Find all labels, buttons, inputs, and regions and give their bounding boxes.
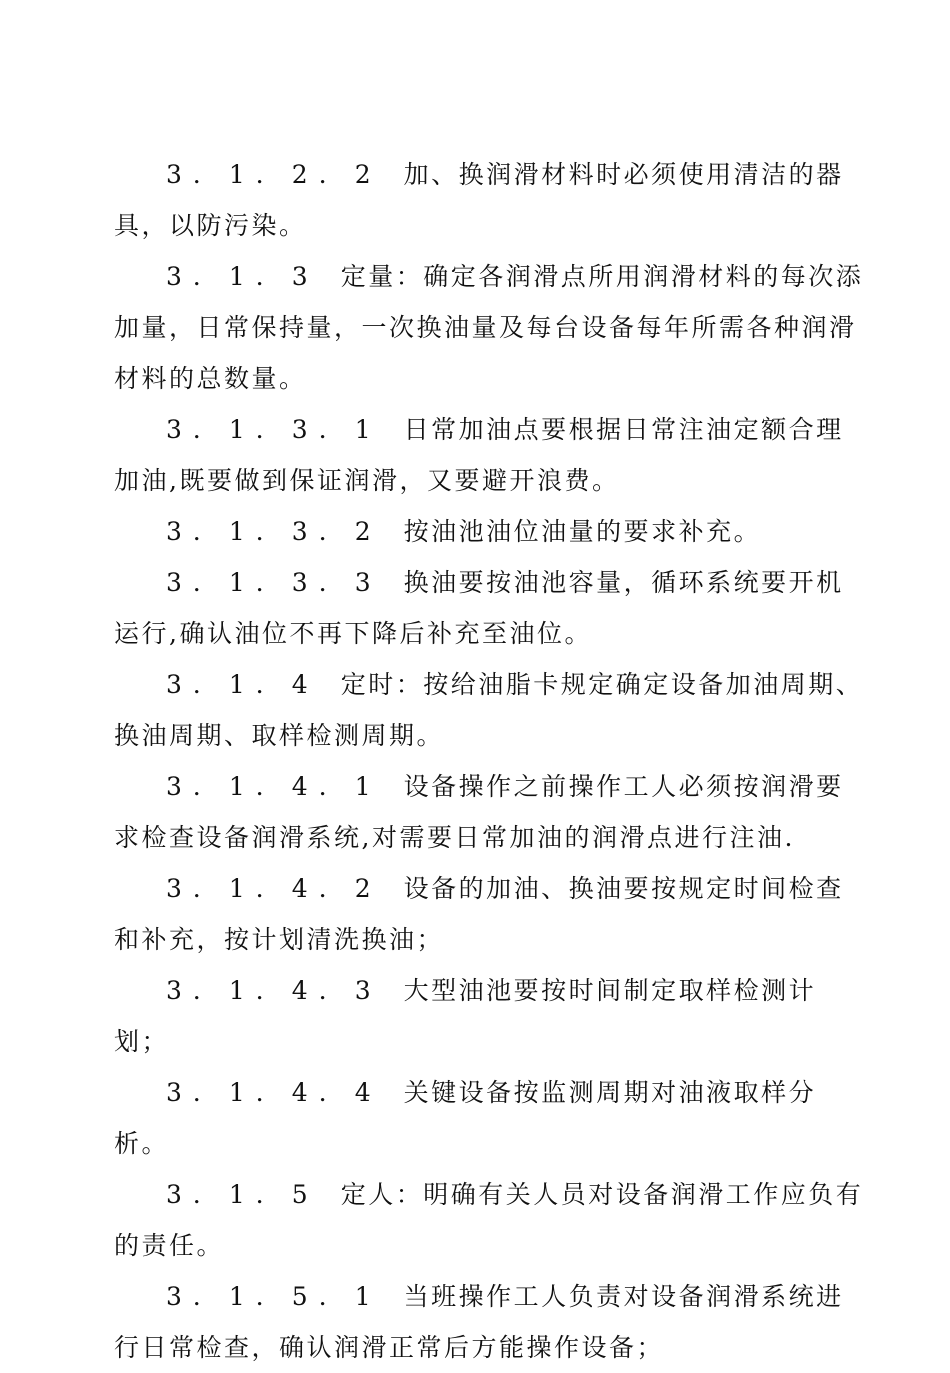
section-number: 3．1．4．3 <box>166 976 382 1005</box>
paragraph-3-1-4-1 <box>114 761 864 863</box>
paragraph-text: 当班操作工人负责对设备润滑系统进行日常检查，确认润滑正常后方能操作设备； <box>114 1282 844 1362</box>
paragraph-3-1-4-3 <box>114 965 864 1067</box>
paragraph-text: 定时：按给油脂卡规定确定设备加油周期、换油周期、取样检测周期。 <box>114 670 864 750</box>
paragraph-text: 设备的加油、换油要按规定时间检查和补充，按计划清洗换油； <box>114 874 844 954</box>
paragraph-text: 按油池油位油量的要求补充。 <box>403 517 762 546</box>
paragraph-text: 换油要按油池容量，循环系统要开机运行,确认油位不再下降后补充至油位。 <box>114 568 844 648</box>
paragraph-3-1-3 <box>114 251 864 404</box>
paragraph-3-1-3-3 <box>114 557 864 659</box>
paragraph-text: 设备操作之前操作工人必须按润滑要求检查设备润滑系统,对需要日常加油的润滑点进行注油. <box>114 772 844 852</box>
section-number: 3．1．3 <box>166 262 319 291</box>
paragraph-3-1-4-4 <box>114 1067 864 1169</box>
paragraph-3-1-3-2 <box>114 506 864 557</box>
paragraph-3-1-4 <box>114 659 864 761</box>
paragraph-3-1-5-1 <box>114 1271 864 1373</box>
paragraph-text: 日常加油点要根据日常注油定额合理加油,既要做到保证润滑，又要避开浪费。 <box>114 415 844 495</box>
section-number: 3．1．4．1 <box>166 772 382 801</box>
paragraph-text: 定量：确定各润滑点所用润滑材料的每次添加量，日常保持量，一次换油量及每台设备每年所需各种润滑材料的总数量。 <box>114 262 864 393</box>
section-number: 3．1．4 <box>166 670 319 699</box>
paragraph-text: 关键设备按监测周期对油液取样分析。 <box>114 1078 817 1158</box>
section-number: 3．1．3．2 <box>166 517 382 546</box>
section-number: 3．1．3．3 <box>166 568 382 597</box>
document-body <box>114 149 864 1373</box>
section-number: 3．1．2．2 <box>166 160 382 189</box>
paragraph-3-1-5 <box>114 1169 864 1271</box>
section-number: 3．1．5．1 <box>166 1282 382 1311</box>
paragraph-3-1-3-1 <box>114 404 864 506</box>
section-number: 3．1．5 <box>166 1180 319 1209</box>
section-number: 3．1．4．2 <box>166 874 382 903</box>
section-number: 3．1．3．1 <box>166 415 382 444</box>
paragraph-text: 大型油池要按时间制定取样检测计划； <box>114 976 817 1056</box>
section-number: 3．1．4．4 <box>166 1078 382 1107</box>
paragraph-3-1-4-2 <box>114 863 864 965</box>
paragraph-3-1-2-2 <box>114 149 864 251</box>
paragraph-text: 加、换润滑材料时必须使用清洁的器具，以防污染。 <box>114 160 844 240</box>
paragraph-text: 定人：明确有关人员对设备润滑工作应负有的责任。 <box>114 1180 864 1260</box>
